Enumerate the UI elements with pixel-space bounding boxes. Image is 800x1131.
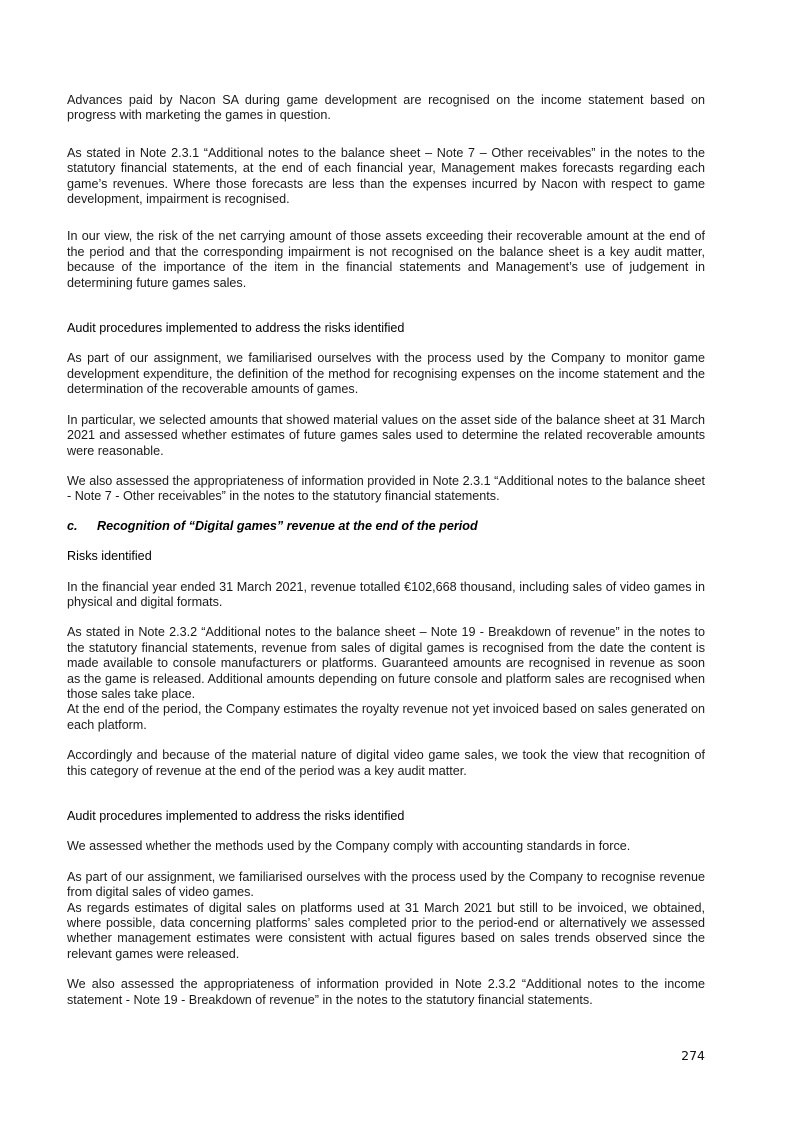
paragraph-advances: Advances paid by Nacon SA during game development are recognised on the income statement based on progress with marketing the games in question.	[67, 93, 705, 123]
heading-audit-procedures-2: Audit procedures implemented to address the risks identified	[67, 809, 405, 823]
paragraph-revenue-total: In the financial year ended 31 March 2021, revenue totalled €102,668 thousand, including sales of video games in physical and digital formats.	[67, 579, 705, 609]
paragraph-selected-amounts: In particular, we selected amounts that showed material values on the asset side of the balance sheet at 31 March 2021 and assessed whether estimates of future games sales used to determine the related recoverable amounts were reasonable.	[67, 412, 705, 458]
section-title: Recognition of “Digital games” revenue at the end of the period	[97, 518, 478, 533]
section-heading-c	[67, 519, 705, 534]
paragraph-methods-assessed: We assessed whether the methods used by the Company comply with accounting standards in force.	[67, 839, 631, 854]
heading-audit-procedures-1: Audit procedures implemented to address the risks identified	[67, 321, 405, 336]
section-letter: c.	[67, 518, 78, 533]
paragraph-assessed-info-1: We also assessed the appropriateness of information provided in Note 2.3.1 “Additional notes to the balance sheet - Note 7 - Other receivables” in the notes to the statutory financial statements.	[67, 473, 705, 504]
heading-risks-identified: Risks identified	[67, 549, 152, 564]
paragraph-risk-view: In our view, the risk of the net carrying amount of those assets exceeding their recoverable amount at the end of the period and that the corresponding impairment is not recognised on the balance sheet is a key audit matter, because of the importance of the item in the financial statements and Management’s use of judgement in determining future games sales.	[67, 229, 705, 290]
page-number: 274	[681, 1048, 705, 1063]
paragraph-royalty-estimate: At the end of the period, the Company estimates the royalty revenue not yet invoiced based on sales generated on each platform.	[67, 702, 705, 732]
paragraph-assessed-info-2: We also assessed the appropriateness of information provided in Note 2.3.2 “Additional notes to the income statement - Note 19 - Breakdown of revenue” in the notes to the statutory financial statements.	[67, 977, 705, 1007]
paragraph-assignment-2: As part of our assignment, we familiarised ourselves with the process used by the Company to recognise revenue from digital sales of video games.	[67, 869, 705, 900]
paragraph-key-audit-matter: Accordingly and because of the material nature of digital video game sales, we took the view that recognition of this category of revenue at the end of the period was a key audit matter.	[67, 748, 705, 778]
document-body	[67, 93, 705, 1008]
paragraph-assignment-1: As part of our assignment, we familiarised ourselves with the process used by the Company to monitor game development expenditure, the definition of the method for recognising expenses on the income statement and the determination of the recoverable amounts of games.	[67, 351, 705, 397]
paragraph-note-2-3-2: As stated in Note 2.3.2 “Additional notes to the balance sheet – Note 19 - Breakdown of revenue” in the notes to the statutory financial statements, revenue from sales of digital games is recognised from the date the content is made available to console manufacturers or platforms. Guaranteed amounts are recognised in revenue as soon as the game is released. Additional amounts depending on future console and platform sales are recognised when those sales take place.	[67, 625, 705, 701]
paragraph-note-2-3-1: As stated in Note 2.3.1 “Additional notes to the balance sheet – Note 7 – Other receivables” in the notes to the statutory financial statements, at the end of each financial year, Management makes forecasts regarding each game’s revenues. Where those forecasts are less than the expenses incurred by Nacon with respect to game development, impairment is recognised.	[67, 145, 705, 207]
paragraph-digital-estimates: As regards estimates of digital sales on platforms used at 31 March 2021 but still to be invoiced, we obtained, where possible, data concerning platforms’ sales completed prior to the period-end or alternatively we assessed whether management estimates were consistent with actual figures based on sales trends observed since the relevant games were released.	[67, 900, 705, 961]
